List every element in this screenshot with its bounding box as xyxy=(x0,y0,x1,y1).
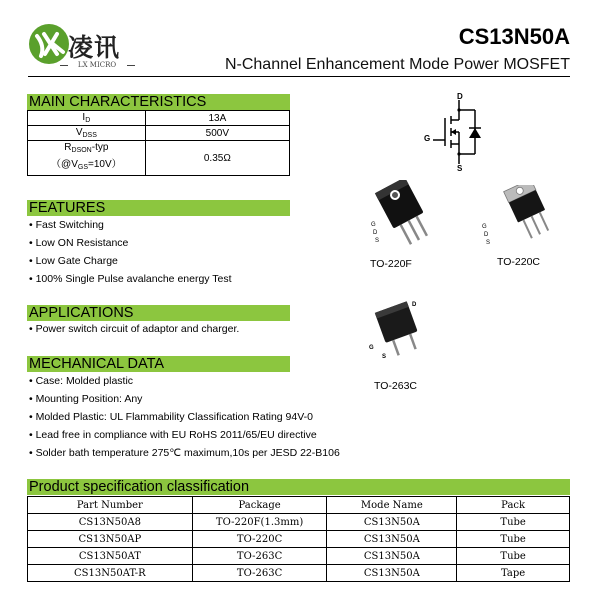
value-cell: 0.35Ω xyxy=(145,141,289,176)
to263c-pin-s: S xyxy=(382,354,387,360)
table-cell: CS13N50A xyxy=(327,548,457,565)
table-header-row xyxy=(28,497,570,514)
table-cell: CS13N50A xyxy=(327,514,457,531)
to263c-label: TO-263C xyxy=(374,380,417,392)
applications-heading: APPLICATIONS xyxy=(27,305,290,321)
list-item: • Lead free in compliance with EU RoHS 2011/65/EU directive xyxy=(29,429,317,441)
table-row xyxy=(28,141,290,176)
to263c-pin-d: D xyxy=(412,302,417,308)
header-divider xyxy=(28,76,570,77)
table-cell: Tube xyxy=(457,514,570,531)
mosfet-symbol-icon xyxy=(415,92,495,172)
list-item: • Mounting Position: Any xyxy=(29,393,143,405)
column-header: Mode Name xyxy=(327,497,457,514)
param-cell: $V_{DSS}$ xyxy=(28,126,146,141)
logo-english-text: LX MICRO xyxy=(77,61,117,69)
list-item: • Fast Switching xyxy=(29,219,104,231)
table-cell: CS13N50AT-R xyxy=(28,565,193,582)
part-number-title: CS13N50A xyxy=(458,24,570,49)
to220c-label: TO-220C xyxy=(497,256,540,268)
mechanical-list xyxy=(29,372,340,462)
to220c-pin-s: S xyxy=(486,240,491,246)
list-item: • Solder bath temperature 275℃ maximum,10s per JESD 22-B106 xyxy=(29,447,340,459)
list-item: • Low Gate Charge xyxy=(29,255,118,267)
symbol-drain-label: D xyxy=(457,92,463,101)
main-characteristics-heading: MAIN CHARACTERISTICS xyxy=(27,94,290,110)
logo-chinese-text: 凌讯 xyxy=(68,33,121,62)
main-characteristics-table xyxy=(27,110,290,176)
symbol-source-label: S xyxy=(457,164,463,173)
table-cell: CS13N50A xyxy=(327,531,457,548)
list-item: • Molded Plastic: UL Flammability Classification Rating 94V-0 xyxy=(29,411,313,423)
product-spec-table xyxy=(27,496,570,582)
list-item: • Low ON Resistance xyxy=(29,237,129,249)
table-cell: Tape xyxy=(457,565,570,582)
table-cell: CS13N50AT xyxy=(28,548,193,565)
table-row xyxy=(28,514,570,531)
table-row xyxy=(28,531,570,548)
table-cell: TO-220C xyxy=(192,531,327,548)
table-row xyxy=(28,548,570,565)
column-header: Part Number xyxy=(28,497,193,514)
logo-divider-right xyxy=(127,65,135,66)
product-spec-heading: Product specification classification xyxy=(27,479,570,495)
list-item: • Case: Molded plastic xyxy=(29,375,134,387)
to263c-pin-g: G xyxy=(369,345,374,351)
table-cell: TO-263C xyxy=(192,565,327,582)
applications-list xyxy=(29,320,239,338)
column-header: Pack xyxy=(457,497,570,514)
value-cell: 500V xyxy=(145,126,289,141)
features-heading: FEATURES xyxy=(27,200,290,216)
table-cell: TO-220F(1.3mm) xyxy=(192,514,327,531)
to220f-package-icon xyxy=(360,180,440,250)
to263c-package-icon xyxy=(368,300,428,362)
features-list xyxy=(29,216,232,288)
symbol-gate-label: G xyxy=(424,134,431,143)
to220f-pin-d: D xyxy=(373,230,378,236)
list-item: • Power switch circuit of adaptor and charger. xyxy=(29,323,240,335)
table-row xyxy=(28,565,570,582)
to220c-pin-g: G xyxy=(482,224,487,230)
to220f-label: TO-220F xyxy=(370,258,412,270)
company-logo-icon xyxy=(27,22,71,66)
table-cell: Tube xyxy=(457,548,570,565)
list-item: • 100% Single Pulse avalanche energy Test xyxy=(29,273,232,285)
table-row xyxy=(28,111,290,126)
column-header: Package xyxy=(192,497,327,514)
param-cell: $I_D$ xyxy=(28,111,146,126)
to220c-pin-d: D xyxy=(484,232,489,238)
table-cell: TO-263C xyxy=(192,548,327,565)
table-cell: CS13N50A8 xyxy=(28,514,193,531)
table-cell: Tube xyxy=(457,531,570,548)
device-subtitle: N-Channel Enhancement Mode Power MOSFET xyxy=(224,56,570,73)
to220c-package-icon xyxy=(475,185,565,245)
to220f-pin-g: G xyxy=(371,222,376,228)
mechanical-data-heading: MECHANICAL DATA xyxy=(27,356,290,372)
to220f-pin-s: S xyxy=(375,238,380,244)
table-row xyxy=(28,126,290,141)
param-cell: $R_{DSON}$-typ $(@V_{GS}=10V)$ xyxy=(28,141,146,176)
value-cell: 13A xyxy=(145,111,289,126)
table-cell: CS13N50AP xyxy=(28,531,193,548)
table-cell: CS13N50A xyxy=(327,565,457,582)
